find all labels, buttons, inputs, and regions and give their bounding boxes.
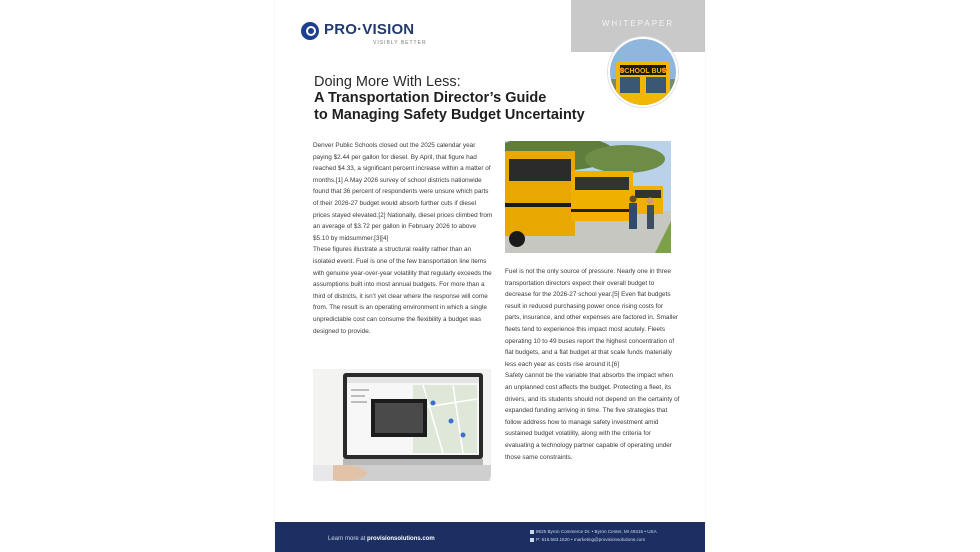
provision-logo bbox=[301, 22, 441, 50]
left-column bbox=[313, 140, 493, 337]
footer-contact-text: P: 616.583.1520 • marketing@provisionsolutions.com bbox=[536, 537, 646, 542]
school-buses-image bbox=[505, 141, 671, 253]
footer-learn-more bbox=[328, 536, 435, 542]
paragraph: Safety cannot be the variable that absorbs the impact when an unplanned cost affects the budget. Protecting a fleet, its drivers, and its students should not depend on the certainty of expanded funding arriving in time. The five strategies that follow address how to manage safety investment amid sustained budget volatility, along with the criteria for evaluating a technology partner capable of operating under those same constraints. bbox=[505, 372, 680, 461]
footer-contact-line bbox=[530, 536, 657, 544]
footer-address-line bbox=[530, 528, 657, 536]
laptop-dashboard-photo bbox=[313, 369, 491, 481]
title-line-3: to Managing Safety Budget Uncertainty bbox=[314, 107, 585, 123]
footer-contact bbox=[530, 528, 657, 544]
school-buses-photo bbox=[505, 141, 671, 253]
whitepaper-page bbox=[275, 0, 705, 552]
footer-bar bbox=[275, 522, 705, 552]
laptop-image bbox=[313, 369, 491, 481]
paragraph: Fuel is not the only source of pressure. Nearly one in three transportation directors expect their overall budget to decrease for the 2026-27 school year.[5] Even flat budgets result in reduced purchasing power once rising costs for parts, insurance, and other expenses are factored in. Smaller fleets tend to experience this impact most acutely. Fleets operating 10 to 49 buses report the highest concentration of flat budgets, and a flat budget at that scale funds materially less each year as costs rise around it.[6] bbox=[505, 268, 678, 368]
footer-learn-prefix: Learn more at bbox=[328, 536, 368, 542]
location-icon bbox=[530, 530, 534, 534]
title-main bbox=[314, 90, 585, 124]
title-line-2: A Transportation Director’s Guide bbox=[314, 90, 547, 106]
title-line-1: Doing More With Less: bbox=[314, 74, 461, 90]
logo-tagline: VISIBLY BETTER bbox=[373, 40, 427, 46]
bus-badge-text: SCHOOL BUS bbox=[619, 68, 667, 75]
whitepaper-label: WHITEPAPER bbox=[601, 19, 675, 28]
footer-address: 8625 Byron Commerce Dr. • Byron Center, MI 49315 • USA bbox=[536, 529, 657, 534]
right-column bbox=[505, 266, 680, 463]
phone-icon bbox=[530, 538, 534, 542]
provision-logo-icon bbox=[301, 22, 319, 40]
footer-website-link[interactable]: provisionsolutions.com bbox=[367, 536, 435, 542]
paragraph: These figures illustrate a structural reality rather than an isolated event. Fuel is one of the few transportation line items with genuine year-over-year volatility that regularly exceeds the assumptions built into most annual budgets. For more than a third of districts, it isn’t yet clear where the response will come from. The result is an operating environment in which a single unpredictable cost can consume the flexibility a budget was designed to provide. bbox=[313, 246, 492, 335]
logo-name: PRO·VISION bbox=[324, 21, 415, 38]
paragraph: Denver Public Schools closed out the 2025 calendar year paying $2.44 per gallon for diesel. By April, that figure had reached $4.33, a significant percent increase within a matter of months.[1] A May 2026 survey of school districts nationwide found that 36 percent of respondents were unsure which parts of their 2026-27 budget would absorb further cuts if diesel prices stayed elevated.[2] Nationally, diesel prices climbed from an average of $3.72 per gallon in February 2026 to above $5.10 by midsummer.[3][4] bbox=[313, 142, 493, 242]
school-bus-badge-photo bbox=[608, 37, 678, 107]
school-bus-front-image bbox=[610, 39, 676, 105]
